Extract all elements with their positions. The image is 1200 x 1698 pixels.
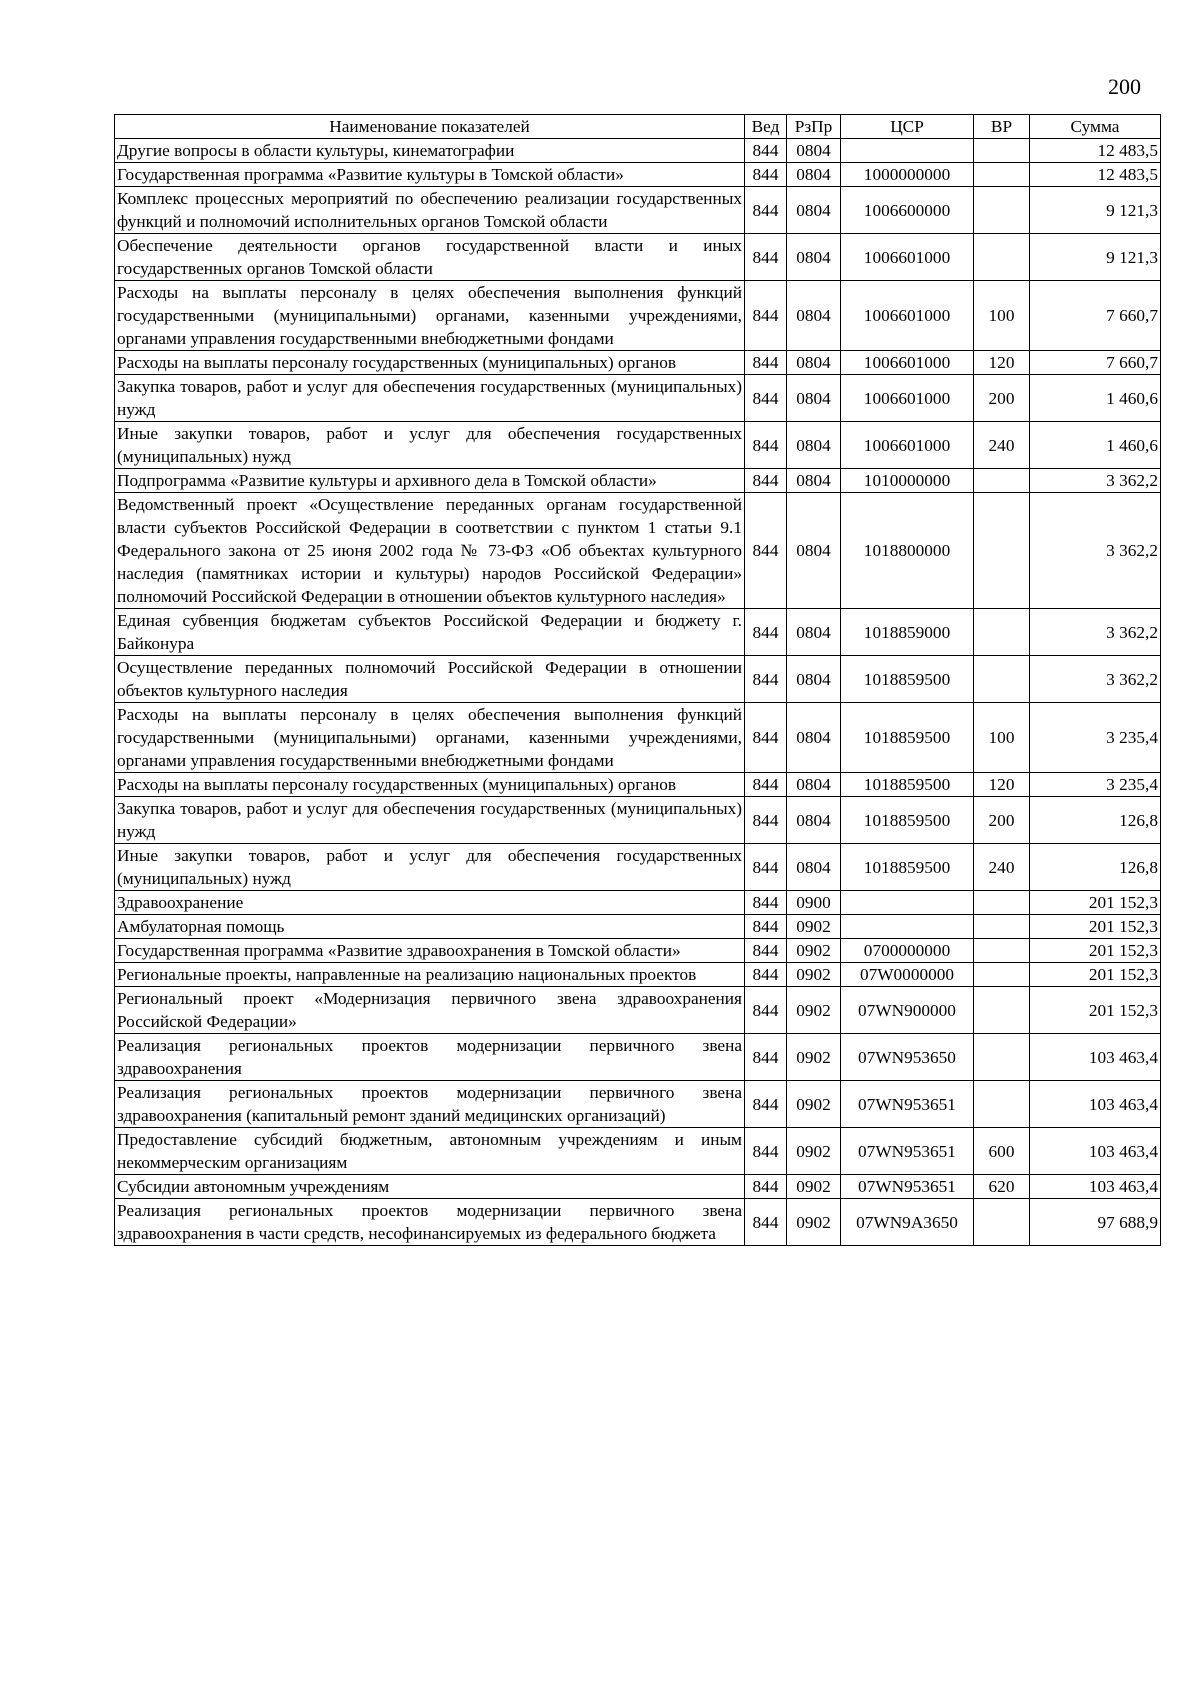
- cell-name: Ведомственный проект «Осуществление переданных органам государственной власти субъектов Российской Федерации в соответствии с пунктом 1 статьи 9.1 Федерального закона от 25 июня 2002 года № 73-ФЗ «Об объектах культурного наследия (памятниках истории и культуры) народов Российской Федерации» полномочий Российской Федерации в отношении объектов культурного наследия»: [115, 493, 745, 609]
- cell-rzpr: 0902: [787, 1034, 841, 1081]
- cell-sum: 103 463,4: [1030, 1081, 1161, 1128]
- table-row: [115, 703, 1161, 773]
- cell-csr: 1006601000: [841, 351, 974, 375]
- cell-name: Государственная программа «Развитие здравоохранения в Томской области»: [115, 939, 745, 963]
- cell-rzpr: 0902: [787, 1128, 841, 1175]
- table-row: [115, 963, 1161, 987]
- cell-sum: 12 483,5: [1030, 139, 1161, 163]
- table-row: [115, 187, 1161, 234]
- cell-ved: 844: [745, 139, 787, 163]
- table-row: [115, 987, 1161, 1034]
- cell-vr: 620: [974, 1175, 1030, 1199]
- cell-vr: [974, 891, 1030, 915]
- cell-ved: 844: [745, 1175, 787, 1199]
- cell-vr: [974, 656, 1030, 703]
- cell-csr: 1006601000: [841, 375, 974, 422]
- cell-vr: [974, 915, 1030, 939]
- table-row: [115, 469, 1161, 493]
- table-row: [115, 891, 1161, 915]
- cell-name: Единая субвенция бюджетам субъектов Российской Федерации и бюджету г. Байконура: [115, 609, 745, 656]
- cell-sum: 201 152,3: [1030, 987, 1161, 1034]
- cell-ved: 844: [745, 987, 787, 1034]
- budget-table: [114, 114, 1161, 1246]
- cell-vr: 200: [974, 797, 1030, 844]
- cell-csr: 1018859500: [841, 656, 974, 703]
- cell-sum: 12 483,5: [1030, 163, 1161, 187]
- cell-rzpr: 0804: [787, 609, 841, 656]
- cell-csr: 07W0000000: [841, 963, 974, 987]
- cell-sum: 1 460,6: [1030, 422, 1161, 469]
- cell-ved: 844: [745, 1128, 787, 1175]
- cell-rzpr: 0902: [787, 963, 841, 987]
- cell-ved: 844: [745, 891, 787, 915]
- header-ved: Вед: [745, 115, 787, 139]
- table-row: [115, 1175, 1161, 1199]
- cell-sum: 7 660,7: [1030, 351, 1161, 375]
- cell-name: Иные закупки товаров, работ и услуг для обеспечения государственных (муниципальных) нужд: [115, 422, 745, 469]
- cell-name: Обеспечение деятельности органов государственной власти и иных государственных органов Томской области: [115, 234, 745, 281]
- cell-sum: 126,8: [1030, 844, 1161, 891]
- cell-vr: [974, 493, 1030, 609]
- cell-ved: 844: [745, 351, 787, 375]
- cell-ved: 844: [745, 797, 787, 844]
- cell-vr: 600: [974, 1128, 1030, 1175]
- cell-sum: 3 235,4: [1030, 703, 1161, 773]
- cell-vr: 100: [974, 281, 1030, 351]
- table-row: [115, 1081, 1161, 1128]
- cell-sum: 97 688,9: [1030, 1199, 1161, 1246]
- cell-csr: 1006601000: [841, 234, 974, 281]
- cell-ved: 844: [745, 234, 787, 281]
- cell-rzpr: 0902: [787, 1081, 841, 1128]
- table-header-row: [115, 115, 1161, 139]
- cell-vr: [974, 234, 1030, 281]
- table-row: [115, 351, 1161, 375]
- cell-name: Амбулаторная помощь: [115, 915, 745, 939]
- cell-rzpr: 0804: [787, 844, 841, 891]
- cell-ved: 844: [745, 1034, 787, 1081]
- cell-sum: 3 362,2: [1030, 493, 1161, 609]
- cell-rzpr: 0804: [787, 281, 841, 351]
- cell-sum: 7 660,7: [1030, 281, 1161, 351]
- cell-ved: 844: [745, 1081, 787, 1128]
- cell-rzpr: 0804: [787, 422, 841, 469]
- cell-vr: 120: [974, 351, 1030, 375]
- cell-vr: [974, 187, 1030, 234]
- cell-name: Закупка товаров, работ и услуг для обеспечения государственных (муниципальных) нужд: [115, 797, 745, 844]
- cell-rzpr: 0804: [787, 469, 841, 493]
- cell-sum: 3 362,2: [1030, 656, 1161, 703]
- table-row: [115, 493, 1161, 609]
- cell-rzpr: 0804: [787, 656, 841, 703]
- table-row: [115, 939, 1161, 963]
- cell-name: Предоставление субсидий бюджетным, автономным учреждениям и иным некоммерческим организациям: [115, 1128, 745, 1175]
- cell-csr: 07WN953651: [841, 1128, 974, 1175]
- cell-csr: 07WN900000: [841, 987, 974, 1034]
- cell-name: Здравоохранение: [115, 891, 745, 915]
- cell-ved: 844: [745, 493, 787, 609]
- cell-name: Иные закупки товаров, работ и услуг для обеспечения государственных (муниципальных) нужд: [115, 844, 745, 891]
- header-sum: Сумма: [1030, 115, 1161, 139]
- cell-vr: [974, 939, 1030, 963]
- cell-ved: 844: [745, 609, 787, 656]
- table-row: [115, 422, 1161, 469]
- cell-csr: 1018859000: [841, 609, 974, 656]
- cell-ved: 844: [745, 1199, 787, 1246]
- cell-vr: [974, 469, 1030, 493]
- cell-name: Реализация региональных проектов модернизации первичного звена здравоохранения: [115, 1034, 745, 1081]
- cell-csr: 0700000000: [841, 939, 974, 963]
- cell-rzpr: 0804: [787, 351, 841, 375]
- cell-name: Расходы на выплаты персоналу в целях обеспечения выполнения функций государственными (муниципальными) органами, казенными учреждениями, органами управления государственными внебюджетными фондами: [115, 281, 745, 351]
- cell-name: Закупка товаров, работ и услуг для обеспечения государственных (муниципальных) нужд: [115, 375, 745, 422]
- cell-csr: 07WN953651: [841, 1175, 974, 1199]
- cell-rzpr: 0804: [787, 187, 841, 234]
- cell-rzpr: 0804: [787, 773, 841, 797]
- cell-csr: 1006600000: [841, 187, 974, 234]
- cell-rzpr: 0804: [787, 797, 841, 844]
- cell-rzpr: 0902: [787, 987, 841, 1034]
- cell-csr: 1006601000: [841, 281, 974, 351]
- page-number: 200: [1108, 74, 1141, 99]
- table-row: [115, 1199, 1161, 1246]
- cell-ved: 844: [745, 773, 787, 797]
- header-name: Наименование показателей: [115, 115, 745, 139]
- cell-rzpr: 0902: [787, 915, 841, 939]
- table-row: [115, 375, 1161, 422]
- cell-ved: 844: [745, 844, 787, 891]
- cell-ved: 844: [745, 703, 787, 773]
- cell-rzpr: 0902: [787, 1199, 841, 1246]
- cell-sum: 103 463,4: [1030, 1175, 1161, 1199]
- cell-csr: [841, 139, 974, 163]
- cell-vr: [974, 1034, 1030, 1081]
- cell-name: Расходы на выплаты персоналу государственных (муниципальных) органов: [115, 351, 745, 375]
- cell-name: Осуществление переданных полномочий Российской Федерации в отношении объектов культурного наследия: [115, 656, 745, 703]
- cell-vr: [974, 963, 1030, 987]
- cell-sum: 201 152,3: [1030, 963, 1161, 987]
- cell-name: Расходы на выплаты персоналу государственных (муниципальных) органов: [115, 773, 745, 797]
- cell-csr: 1018859500: [841, 703, 974, 773]
- cell-sum: 201 152,3: [1030, 891, 1161, 915]
- cell-ved: 844: [745, 939, 787, 963]
- cell-csr: 1000000000: [841, 163, 974, 187]
- cell-name: Реализация региональных проектов модернизации первичного звена здравоохранения (капитальный ремонт зданий медицинских организаций): [115, 1081, 745, 1128]
- cell-sum: 103 463,4: [1030, 1034, 1161, 1081]
- cell-csr: [841, 915, 974, 939]
- cell-sum: 9 121,3: [1030, 234, 1161, 281]
- cell-ved: 844: [745, 963, 787, 987]
- cell-ved: 844: [745, 281, 787, 351]
- cell-ved: 844: [745, 163, 787, 187]
- table-row: [115, 773, 1161, 797]
- cell-name: Региональный проект «Модернизация первичного звена здравоохранения Российской Федерации»: [115, 987, 745, 1034]
- cell-vr: 200: [974, 375, 1030, 422]
- cell-name: Реализация региональных проектов модернизации первичного звена здравоохранения в части средств, несофинансируемых из федерального бюджета: [115, 1199, 745, 1246]
- cell-name: Подпрограмма «Развитие культуры и архивного дела в Томской области»: [115, 469, 745, 493]
- cell-csr: 1018859500: [841, 773, 974, 797]
- cell-name: Региональные проекты, направленные на реализацию национальных проектов: [115, 963, 745, 987]
- cell-sum: 3 362,2: [1030, 469, 1161, 493]
- cell-csr: 1018800000: [841, 493, 974, 609]
- cell-rzpr: 0902: [787, 939, 841, 963]
- cell-name: Комплекс процессных мероприятий по обеспечению реализации государственных функций и полномочий исполнительных органов Томской области: [115, 187, 745, 234]
- cell-ved: 844: [745, 469, 787, 493]
- cell-sum: 3 235,4: [1030, 773, 1161, 797]
- table-body: [115, 139, 1161, 1246]
- cell-sum: 201 152,3: [1030, 915, 1161, 939]
- table-row: [115, 915, 1161, 939]
- cell-ved: 844: [745, 187, 787, 234]
- header-rzpr: РзПр: [787, 115, 841, 139]
- cell-csr: 1018859500: [841, 844, 974, 891]
- cell-vr: [974, 609, 1030, 656]
- cell-name: Субсидии автономным учреждениям: [115, 1175, 745, 1199]
- table-row: [115, 163, 1161, 187]
- cell-sum: 1 460,6: [1030, 375, 1161, 422]
- cell-vr: [974, 139, 1030, 163]
- cell-rzpr: 0804: [787, 234, 841, 281]
- table-row: [115, 1034, 1161, 1081]
- header-csr: ЦСР: [841, 115, 974, 139]
- cell-name: Расходы на выплаты персоналу в целях обеспечения выполнения функций государственными (муниципальными) органами, казенными учреждениями, органами управления государственными внебюджетными фондами: [115, 703, 745, 773]
- cell-rzpr: 0902: [787, 1175, 841, 1199]
- table-row: [115, 234, 1161, 281]
- cell-vr: [974, 163, 1030, 187]
- cell-vr: 240: [974, 844, 1030, 891]
- cell-csr: 1006601000: [841, 422, 974, 469]
- cell-rzpr: 0900: [787, 891, 841, 915]
- cell-name: Государственная программа «Развитие культуры в Томской области»: [115, 163, 745, 187]
- table-row: [115, 797, 1161, 844]
- header-vr: ВР: [974, 115, 1030, 139]
- cell-sum: 201 152,3: [1030, 939, 1161, 963]
- cell-ved: 844: [745, 375, 787, 422]
- cell-rzpr: 0804: [787, 139, 841, 163]
- cell-vr: 120: [974, 773, 1030, 797]
- cell-csr: 07WN953650: [841, 1034, 974, 1081]
- table-row: [115, 1128, 1161, 1175]
- cell-sum: 126,8: [1030, 797, 1161, 844]
- cell-csr: 1018859500: [841, 797, 974, 844]
- cell-csr: [841, 891, 974, 915]
- cell-csr: 07WN9A3650: [841, 1199, 974, 1246]
- cell-sum: 103 463,4: [1030, 1128, 1161, 1175]
- cell-csr: 1010000000: [841, 469, 974, 493]
- cell-sum: 9 121,3: [1030, 187, 1161, 234]
- cell-name: Другие вопросы в области культуры, кинематографии: [115, 139, 745, 163]
- cell-vr: [974, 987, 1030, 1034]
- table-row: [115, 281, 1161, 351]
- cell-rzpr: 0804: [787, 163, 841, 187]
- cell-csr: 07WN953651: [841, 1081, 974, 1128]
- cell-vr: [974, 1199, 1030, 1246]
- cell-ved: 844: [745, 656, 787, 703]
- cell-vr: 100: [974, 703, 1030, 773]
- table-row: [115, 139, 1161, 163]
- cell-rzpr: 0804: [787, 375, 841, 422]
- cell-vr: 240: [974, 422, 1030, 469]
- cell-sum: 3 362,2: [1030, 609, 1161, 656]
- cell-rzpr: 0804: [787, 703, 841, 773]
- cell-ved: 844: [745, 915, 787, 939]
- cell-vr: [974, 1081, 1030, 1128]
- table-row: [115, 609, 1161, 656]
- cell-ved: 844: [745, 422, 787, 469]
- table-row: [115, 656, 1161, 703]
- cell-rzpr: 0804: [787, 493, 841, 609]
- table-row: [115, 844, 1161, 891]
